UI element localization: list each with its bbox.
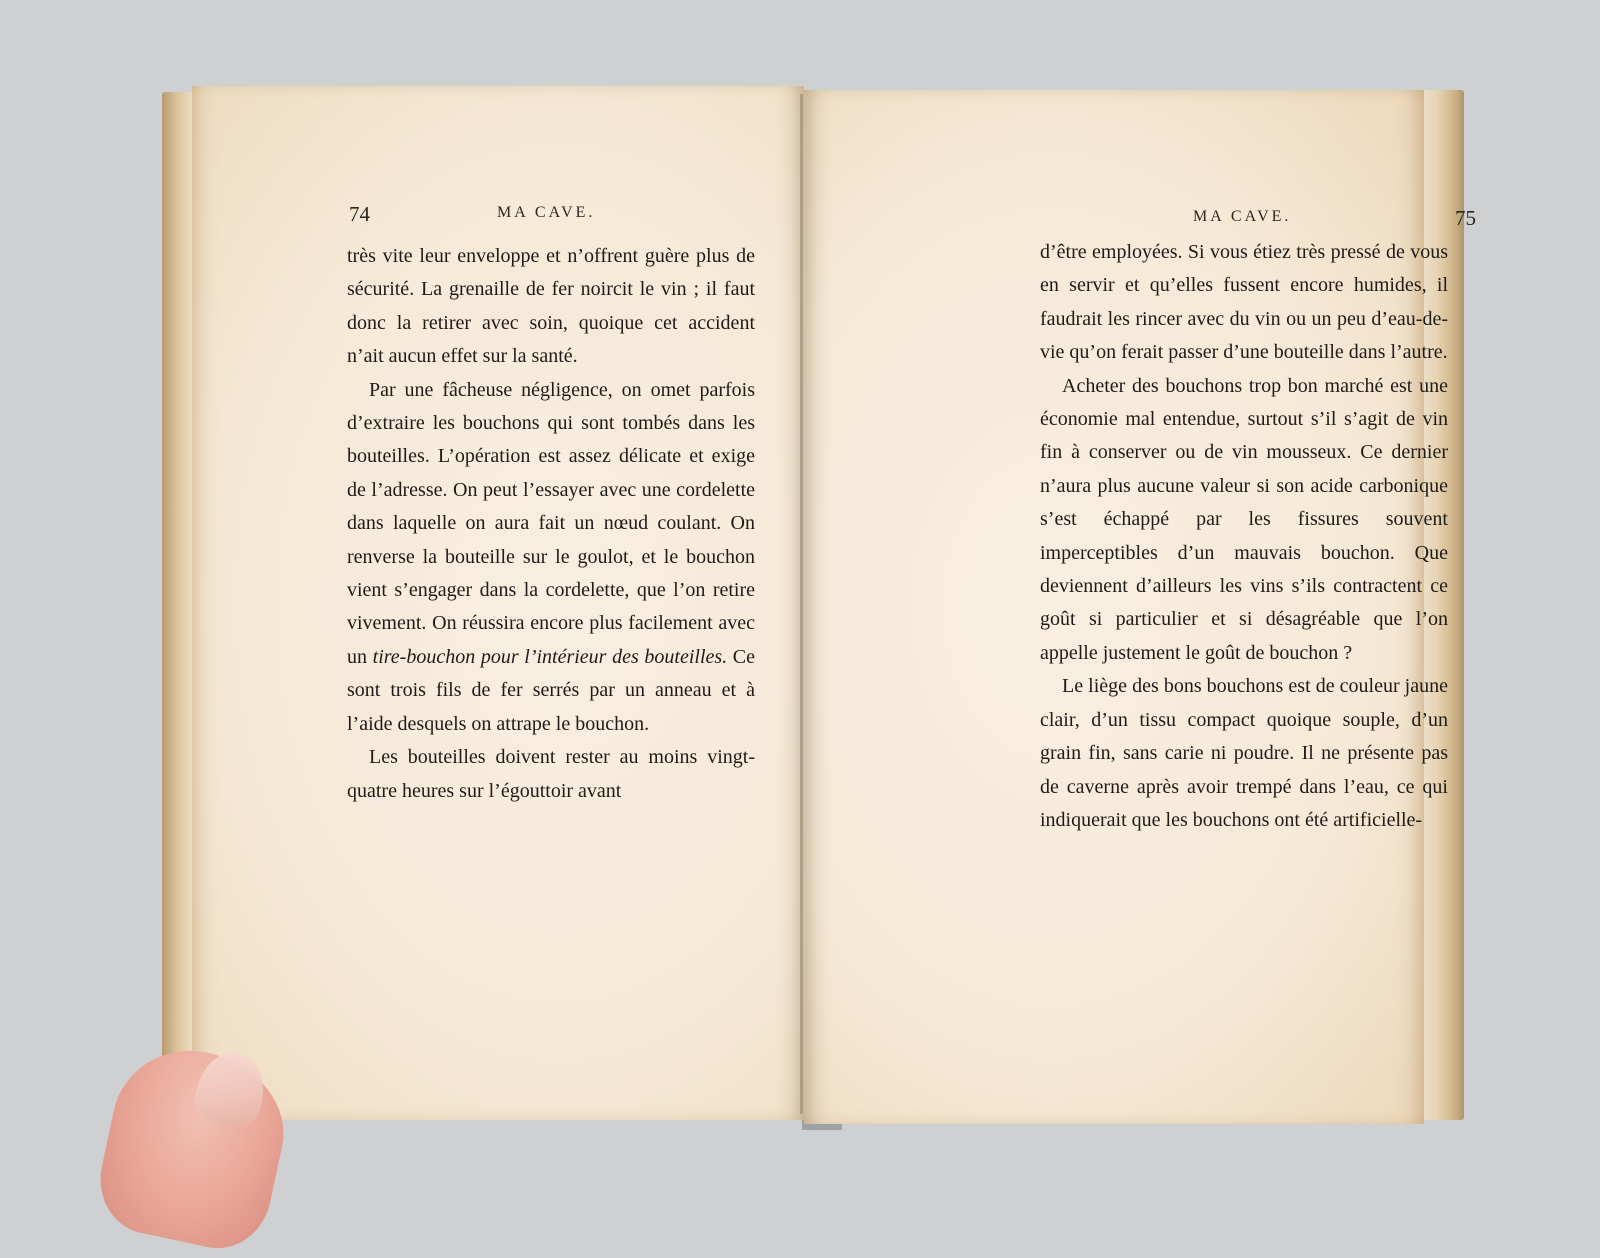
paragraph bbox=[1040, 670, 1448, 837]
right-running-head: MA CAVE. bbox=[1193, 208, 1292, 225]
right-page-number: 75 bbox=[1455, 206, 1476, 230]
open-book bbox=[162, 86, 1476, 1126]
paragraph bbox=[347, 741, 755, 808]
left-page bbox=[192, 86, 804, 1120]
italic-text-segment: tire-bouchon pour l’intérieur des bouteilles. bbox=[372, 645, 728, 668]
paragraph bbox=[347, 240, 755, 374]
right-page-text bbox=[1040, 236, 1448, 837]
book-gutter bbox=[800, 94, 803, 1114]
text-segment: Le liège des bons bouchons est de couleur jaune clair, d’un tissu compact quoique souple, d’un grain fin, sans carie ni poudre. Il ne présente pas de caverne après avoir trempé dans l’eau, ce qui indiquerait que les bouchons ont été artificielle- bbox=[1040, 675, 1448, 831]
left-page-text bbox=[347, 240, 755, 808]
left-running-head: MA CAVE. bbox=[497, 204, 596, 221]
paragraph bbox=[347, 374, 755, 741]
paragraph bbox=[1040, 236, 1448, 370]
text-segment: Par une fâcheuse négligence, on omet parfois d’extraire les bouchons qui sont tombés dans les bouteilles. L’opération est assez délicate et exige de l’adresse. On peut l’essayer avec une cordelette dans laquelle on aura fait un nœud coulant. On renverse la bouteille sur le goulot, et le bouchon vient s’engager dans la cordelette, que l’on retire vivement. On réussira encore plus facilement avec un bbox=[347, 378, 755, 668]
text-segment: Acheter des bouchons trop bon marché est une économie mal entendue, surtout s’il s’agit de vin fin à conserver ou de vin mousseux. Ce dernier n’aura plus aucune valeur si son acide carbonique s’est échappé par les fissures souvent imperceptibles d’un mauvais bouchon. Que deviennent d’ailleurs les vins s’ils contractent ce goût si particulier et si désagréable que l’on appelle justement le goût de bouchon ? bbox=[1040, 374, 1448, 664]
right-page bbox=[804, 90, 1476, 1124]
paragraph bbox=[1040, 370, 1448, 671]
left-page-number: 74 bbox=[349, 202, 370, 226]
text-segment: très vite leur enveloppe et n’offrent guère plus de sécurité. La grenaille de fer noircit le vin ; il faut donc la retirer avec soin, quoique cet accident n’ait aucun effet sur la santé. bbox=[347, 245, 755, 368]
text-segment: d’être employées. Si vous étiez très pressé de vous en servir et qu’elles fussent encore humides, il faudrait les rincer avec du vin ou un peu d’eau-de-vie qu’on ferait passer d’une bouteille dans l’autre. bbox=[1040, 241, 1448, 364]
text-segment: Ce sont trois fils de fer serrés par un anneau et à l’aide desquels on attrape le bouchon. bbox=[347, 645, 756, 735]
text-segment: Les bouteilles doivent rester au moins vingt-quatre heures sur l’égouttoir avant bbox=[347, 746, 755, 802]
